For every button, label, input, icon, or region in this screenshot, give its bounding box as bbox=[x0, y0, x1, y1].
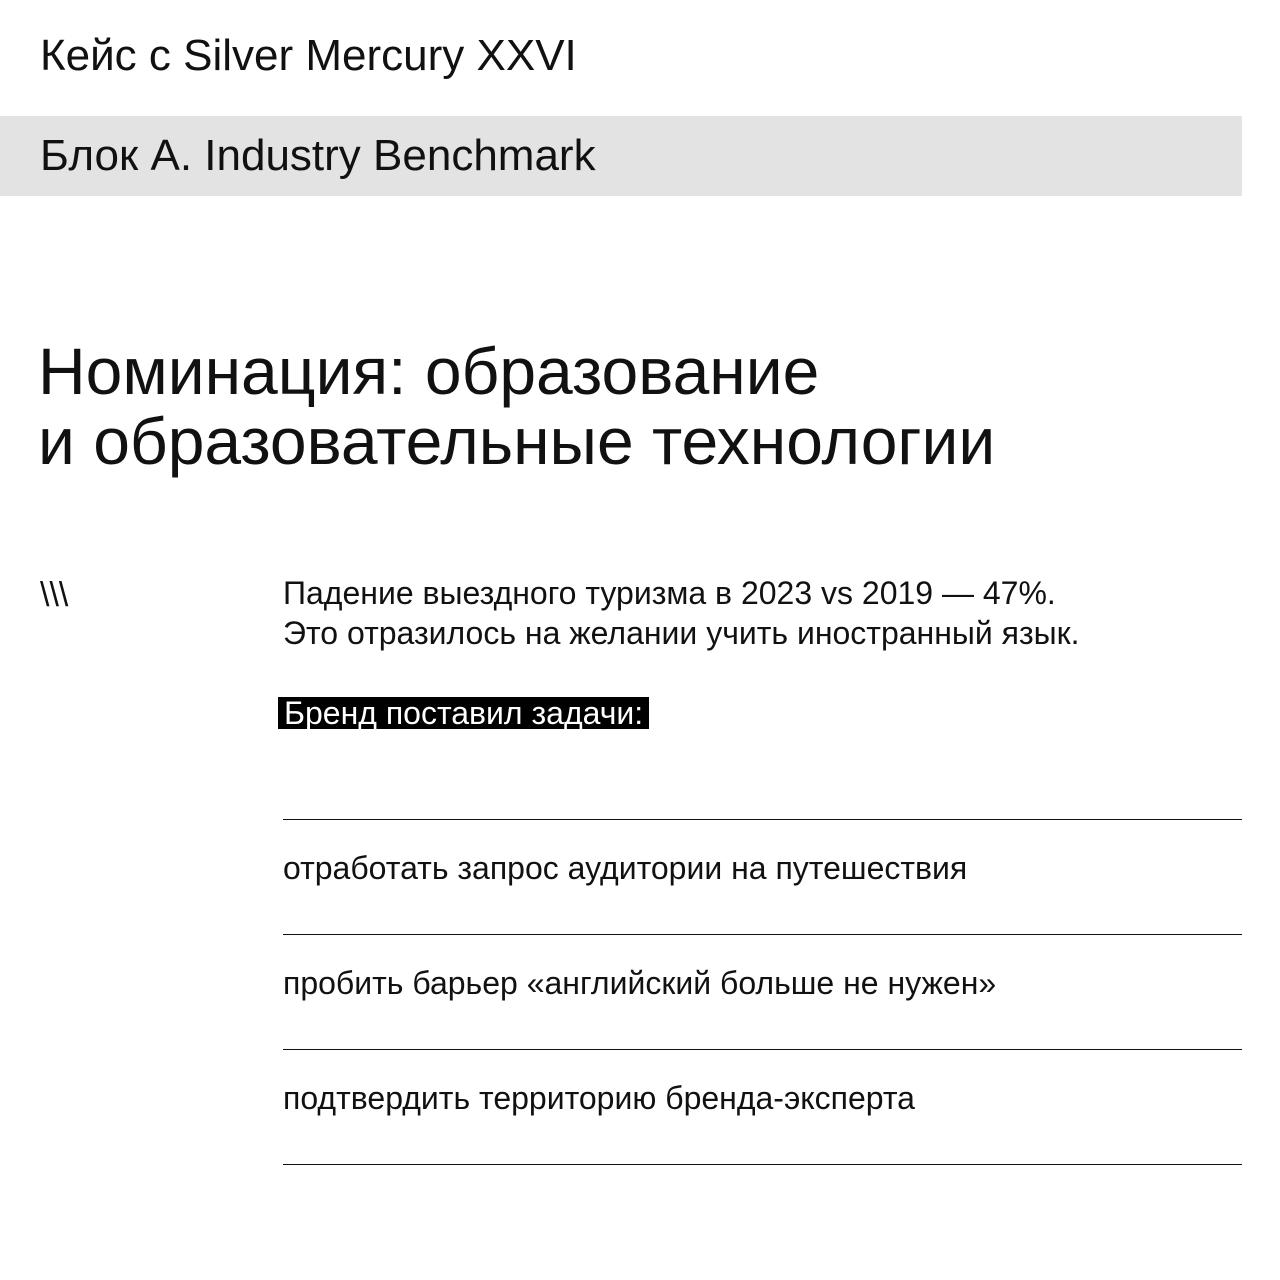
block-label: Блок А. Industry Benchmark bbox=[40, 131, 596, 180]
block-band bbox=[0, 116, 1242, 196]
nomination-line-1: Номинация: образование bbox=[38, 334, 820, 408]
backslash-marker: \\\ bbox=[40, 576, 69, 614]
tasks-heading: Бренд поставил задачи: bbox=[278, 697, 649, 729]
intro-line-2: Это отразилось на желании учить иностранный язык. bbox=[283, 615, 1080, 651]
intro-line-1: Падение выездного туризма в 2023 vs 2019 — 47%. bbox=[283, 575, 1056, 611]
intro-text bbox=[283, 573, 1080, 653]
task-list bbox=[283, 819, 1242, 1165]
task-item: подтвердить территорию бренда-эксперта bbox=[283, 1049, 1242, 1165]
task-item: пробить барьер «английский больше не нужен» bbox=[283, 934, 1242, 1049]
nomination-line-2: и образовательные технологии bbox=[38, 404, 996, 478]
task-item: отработать запрос аудитории на путешествия bbox=[283, 819, 1242, 934]
nomination-heading bbox=[38, 336, 995, 476]
case-title: Кейс с Silver Mercury XXVI bbox=[40, 31, 577, 80]
